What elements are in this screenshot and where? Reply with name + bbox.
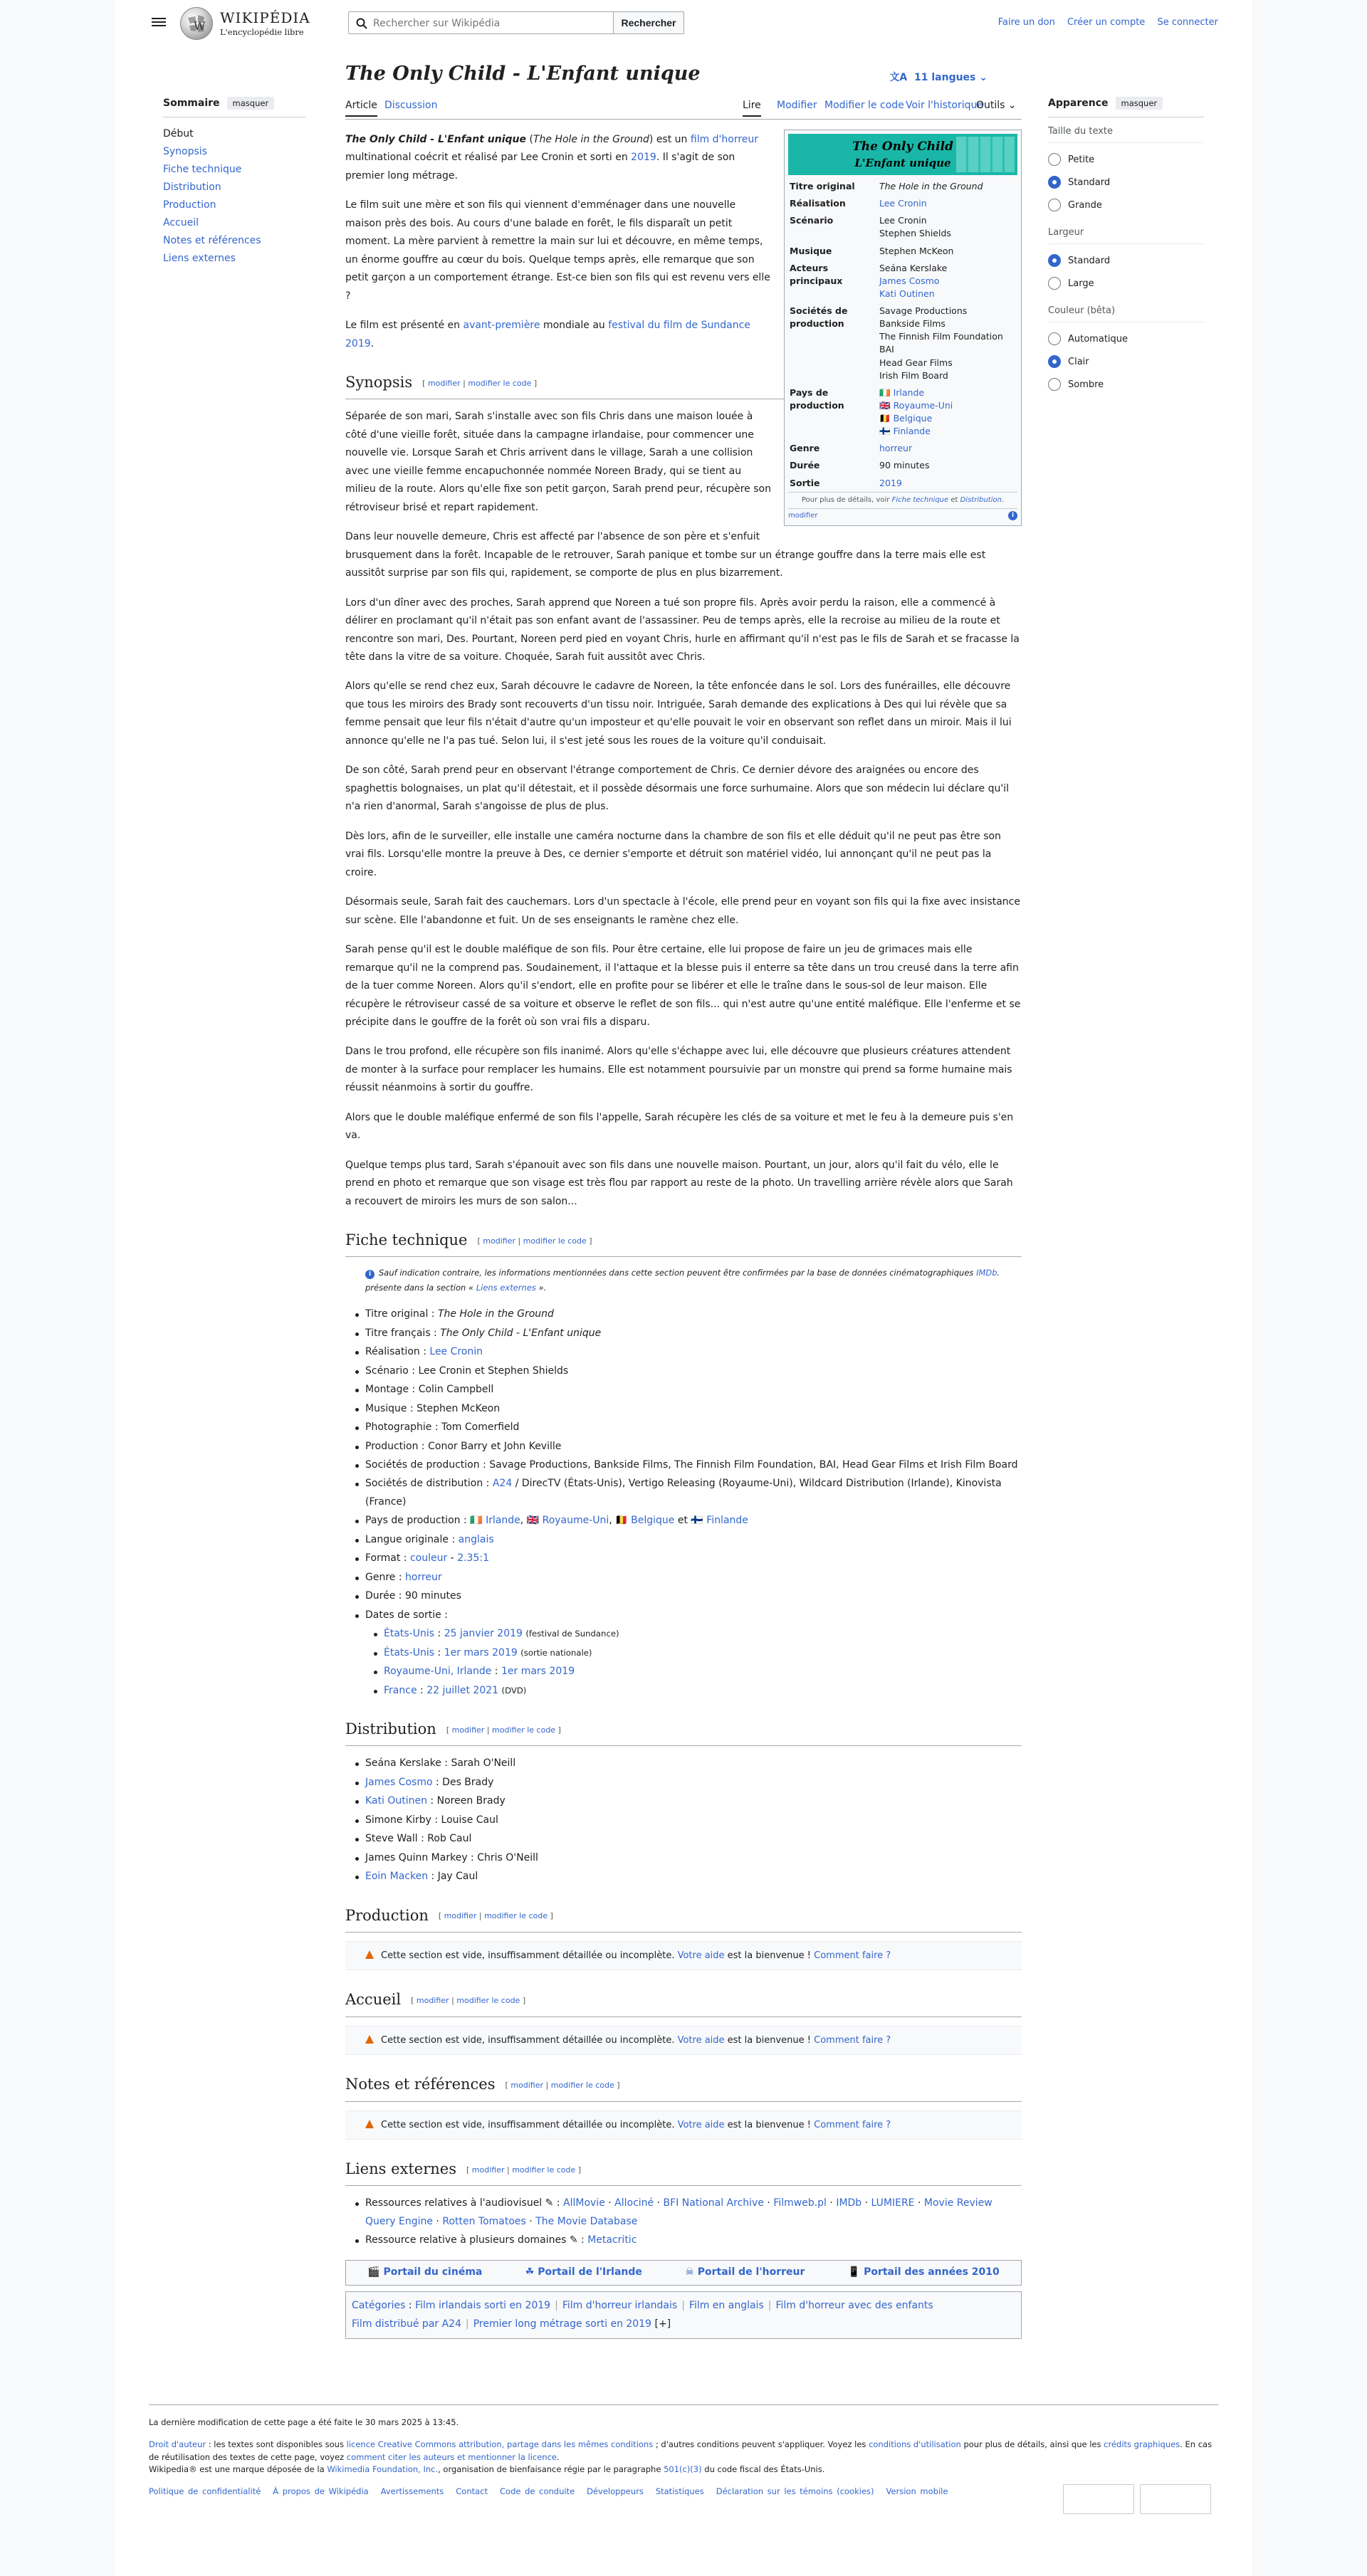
edit-code-section-link[interactable]: modifier le code (550, 2080, 614, 2090)
toc-title: Sommaire (163, 98, 220, 109)
color-link[interactable]: couleur (409, 1552, 448, 1565)
shamrock-icon: ☘ (525, 2266, 535, 2278)
footer-link[interactable]: crédits graphiques (1104, 2439, 1180, 2450)
footer-link[interactable]: licence Creative Commons attribution, partage dans les mêmes conditions (346, 2439, 654, 2450)
search-input[interactable] (373, 16, 608, 31)
synopsis-paragraph: Désormais seule, Sarah fait des cauchemars. Lors d'un spectacle à l'école, elle prend peur en voyant son fils qui la fixe avec insistance sur scène. Elle l'abandonne et fuit. Un de ses enseignants le ramène chez elle. (345, 896, 1020, 926)
section-heading-liens: Liens externes [ modifier | modifier le code ] (345, 2155, 1022, 2186)
traffic-cone-icon (365, 1950, 374, 1959)
list-item: Scénario : Lee Cronin et Stephen Shields (365, 1362, 1022, 1380)
edit-section-link[interactable]: modifier (510, 2080, 544, 2090)
edit-code-section-link[interactable]: modifier le code (523, 1236, 587, 1246)
cast-item: Seána Kerslake : Sarah O'Neill (365, 1755, 1022, 1772)
synopsis-paragraph: Quelque temps plus tard, Sarah s'épanouit avec son fils dans une nouvelle maison. Pourtant, un jour, alors qu'il fait du vélo, elle le prend en photo et remarque que son visage est très flou par rapport au reste de la photo. Un travelling arrière révèle alors que Sarah a recouvert de miroirs les murs de son salon... (345, 1159, 1013, 1207)
list-item: Musique : Stephen McKeon (365, 1400, 1022, 1418)
external-links-list (365, 2194, 1022, 2249)
portal-bar (345, 2260, 1022, 2286)
language-link[interactable]: anglais (458, 1533, 494, 1545)
categories-label[interactable]: Catégories (352, 2299, 406, 2311)
footer-link[interactable]: Développeurs (587, 2486, 644, 2496)
country-link[interactable]: Royaume-Uni, Irlande (384, 1666, 492, 1678)
finland-flag-icon: 🇫🇮 (691, 1515, 703, 1527)
ext-link[interactable]: Metacritic (587, 2234, 637, 2246)
list-item: Langue originale : anglais (365, 1531, 1022, 1549)
edit-section-link[interactable]: modifier (451, 1725, 485, 1735)
wordmark[interactable]: WIKIPÉDIA (220, 9, 310, 26)
uk-flag-icon: 🇬🇧 (526, 1515, 540, 1527)
tab-edit-code[interactable]: Modifier le code (824, 100, 904, 111)
toc-item-synopsis[interactable]: Synopsis (163, 146, 207, 157)
radio-button[interactable] (1048, 254, 1061, 267)
radio-button[interactable] (1048, 355, 1061, 368)
actor-link[interactable]: Eoin Macken (365, 1871, 429, 1883)
list-item: Titre original : The Hole in the Ground (365, 1305, 1022, 1323)
premiere-link[interactable]: avant-première (463, 320, 540, 332)
footer-link[interactable]: À propos de Wikipédia (273, 2486, 369, 2496)
radio-button[interactable] (1048, 176, 1061, 189)
infobox-link[interactable]: Belgique (893, 413, 933, 424)
release-item: France : 22 juillet 2021 (DVD) (384, 1682, 1022, 1700)
stub-notice: Cette section est vide, insuffisamment détaillée ou incomplète. Votre aide est la bienvenue ! Comment faire ? (345, 2110, 1022, 2140)
fiche-list (365, 1305, 1022, 1700)
footer-link[interactable]: 501(c)(3) (664, 2464, 702, 2474)
help-link[interactable]: Votre aide (677, 2119, 725, 2130)
appearance-panel (1048, 97, 1204, 391)
infobox-link[interactable]: Irlande (893, 387, 925, 398)
page-title: The Only Child - L'Enfant unique (345, 63, 701, 85)
svg-text:W: W (194, 19, 206, 33)
tab-discussion[interactable]: Discussion (384, 100, 438, 111)
help-link[interactable]: Votre aide (677, 1950, 725, 1961)
footer-link[interactable]: Droit d'auteur (149, 2439, 206, 2450)
footer-link[interactable]: comment citer les auteurs et mentionner la licence (346, 2451, 557, 2462)
tab-article[interactable]: Article (345, 100, 377, 117)
ext-link[interactable]: Movie Review Query Engine (365, 2197, 992, 2227)
article-content (345, 131, 1022, 2339)
width-label: Largeur (1048, 227, 1204, 244)
actor-link[interactable]: Kati Outinen (365, 1795, 427, 1807)
ext-link[interactable]: Rotten Tomatoes (442, 2215, 526, 2227)
country-link[interactable]: Irlande (486, 1515, 520, 1527)
create-account-link[interactable]: Créer un compte (1067, 17, 1146, 28)
text-size-standard[interactable]: Standard (1048, 176, 1204, 189)
table-of-contents (163, 97, 305, 264)
infobox-link[interactable]: Finlande (893, 426, 931, 437)
infobox-note-link[interactable]: Fiche technique (891, 495, 949, 504)
footer-link[interactable]: Avertissements (380, 2486, 444, 2496)
infobox-link[interactable]: James Cosmo (879, 275, 940, 286)
ext-link[interactable]: AllMovie (563, 2197, 605, 2209)
traffic-cone-icon (365, 2035, 374, 2044)
belgium-flag-icon: 🇧🇪 (879, 413, 891, 424)
infobox-table: Titre original The Hole in the Ground Réalisation Lee Cronin Scénario Lee Cronin Stephen Shields Musique Stephen McKeon Acteurs principaux Seána Kerslake James Cosmo Kati Outinen Sociétés de production Savage Productions Bankside Films The Finnish Film Foundation BAI Head Gear Films Irish Film Board Pays de production 🇮🇪 Irlande 🇬🇧 Royaume-Uni 🇧🇪 Belgique 🇫🇮 Finlande Genre horreur Durée 90 minutes Sortie 2019 (788, 178, 1017, 492)
infobox-note: Pour plus de détails, voir Fiche technique et Distribution. (788, 492, 1017, 509)
edit-code-section-link[interactable]: modifier le code (468, 378, 532, 388)
section-heading-fiche: Fiche technique [ modifier | modifier le code ] (345, 1226, 1022, 1257)
edit-section-link[interactable]: modifier (483, 1236, 515, 1246)
horror-icon: ☠ (685, 2266, 694, 2278)
ireland-flag-icon: 🇮🇪 (879, 387, 891, 398)
list-item: Sociétés de production : Savage Productions, Bankside Films, The Finnish Film Foundation, BAI, Head Gear Films et Irish Film Board (365, 1456, 1022, 1474)
synopsis-paragraph: Dès lors, afin de le surveiller, elle installe une caméra nocturne dans la chambre de son fils et elle déduit qu'il ne peut pas être son vrai fils. Lorsqu'elle montre la preuve à Des, ce dernier s'emporte et détruit son matériel vidéo, lui annonçant qu'il ne peut pas la croire. (345, 830, 1001, 878)
edit-pencil-icon[interactable]: ✎ (569, 2234, 578, 2246)
ratio-link[interactable]: 2.35:1 (457, 1552, 489, 1565)
text-size-label: Taille du texte (1048, 126, 1204, 143)
login-link[interactable]: Se connecter (1157, 17, 1218, 28)
info-icon: i (365, 1270, 375, 1279)
synopsis-paragraph: Dans le trou profond, elle récupère son fils inanimé. Alors qu'elle s'échappe avec lui, elle découvre que plusieurs créatures attendent de monter à la surface pour remplacer les humains. Elle est notamment poursuivie par un monstre qui prend sa forme humaine mais réussit néanmoins à sortir du gouffre. (345, 1046, 1012, 1094)
imdb-note: i Sauf indication contraire, les informations mentionnées dans cette section peuvent être confirmées par la base de données cinématographiques IMDb. présente dans la section « Liens externes ». (365, 1268, 1000, 1293)
horror-film-link[interactable]: film d'horreur (690, 134, 759, 145)
edit-code-section-link[interactable]: modifier le code (456, 1995, 520, 2005)
chevron-down-icon: ⌄ (979, 72, 988, 83)
list-item: Montage : Colin Campbell (365, 1381, 1022, 1399)
genre-link[interactable]: horreur (405, 1571, 442, 1583)
list-item: Format : couleur - 2.35:1 (365, 1550, 1022, 1567)
cast-item: Eoin Macken : Jay Caul (365, 1868, 1022, 1886)
imdb-link[interactable]: IMDb (976, 1268, 997, 1278)
release-item: États-Unis : 1er mars 2019 (sortie nationale) (384, 1644, 1022, 1662)
color-dark[interactable]: Sombre (1048, 378, 1204, 391)
section-heading-synopsis: Synopsis [ modifier | modifier le code ] (345, 369, 1022, 399)
toc-item-start[interactable]: Début (163, 128, 194, 140)
radio-button[interactable] (1048, 277, 1061, 290)
trademark-text: Wikipedia® est une marque déposée de la Wikimedia Foundation, Inc., organisation de bienfaisance régie par le paragraphe 501(c)(3) du code fiscal des États-Unis. (149, 2464, 825, 2474)
synopsis-paragraph: De son côté, Sarah prend peur en observant l'étrange comportement de Chris. Ce dernier dévore des araignées ou encore des spaghettis bolognaises, un plat qu'il détestait, et il possède désormais une force surhumaine. Alors que son médecin lui déclare qu'il n'a rien d'anormal, Sarah s'angoisse de plus de plus. (345, 764, 1009, 813)
search-button[interactable]: Rechercher (613, 11, 684, 34)
footer-link[interactable]: Statistiques (655, 2486, 704, 2496)
list-item: Dates de sortie : (365, 1607, 1022, 1624)
edit-section-link[interactable]: modifier (416, 1995, 449, 2005)
uk-flag-icon: 🇬🇧 (879, 399, 891, 411)
list-item: Ressources relatives à l'audiovisuel ✎ : AllMovie · Allociné · BFI National Archive · Filmweb.pl · IMDb · LUMIERE · Movie Review Query Engine · Rotten Tomatoes · The Movie Database (365, 2194, 1022, 2231)
actor-link[interactable]: James Cosmo (365, 1776, 433, 1788)
date-link[interactable]: 22 juillet 2021 (426, 1684, 499, 1696)
intro-paragraph: Le film suit une mère et son fils qui viennent d'emménager dans une nouvelle maison près des bois. Au cours d'une balade en forêt, le fils disparaît un petit moment. La mère parvient à remettre la main sur lui et découvre, en même temps, un énorme gouffre au cœur du bois. Quelque temps après, elle remarque que son petit garçon a un comportement étrange. Est-ce bien son fils qui est revenu vers elle ? (345, 199, 770, 302)
a24-link[interactable]: A24 (492, 1478, 513, 1490)
edit-code-section-link[interactable]: modifier le code (492, 1725, 556, 1735)
synopsis-paragraph: Alors qu'elle se rend chez eux, Sarah découvre le cadavre de Noreen, la tête enfoncée dans le sol. Lors des funérailles, elle découvre que tous les miroirs des Brady sont recouverts d'un tissu noir. Intriguée, Sarah demande des explications à Des qui lui révèle que sa femme pensait que leur fils n'était d'autre qu'un imposteur et qu'elle pouvait le voir en observant son reflet dans un miroir. Mais il lui annonce qu'elle ne l'a pas tué. Selon lui, il s'est jeté sous les roues de la voiture qu'il conduisait. (345, 680, 1012, 747)
radio-button[interactable] (1048, 199, 1061, 211)
last-modified: La dernière modification de cette page a été faite le 30 mars 2025 à 13:45. (149, 2417, 459, 2427)
translate-icon: 文A (889, 72, 914, 83)
appearance-hide-button[interactable]: masquer (1116, 97, 1163, 110)
intro-paragraph: Le film est présenté en avant-première mondiale au festival du film de Sundance 2019. (345, 320, 750, 349)
text-size-small[interactable]: Petite (1048, 153, 1204, 166)
page-tabs (345, 88, 1022, 120)
ext-link[interactable]: The Movie Database (535, 2215, 638, 2227)
footer-link[interactable]: Code de conduite (500, 2486, 575, 2496)
wikipedia-globe-logo[interactable] (180, 7, 213, 40)
expand-categories-button[interactable]: [+] (654, 2318, 671, 2330)
radio-button[interactable] (1048, 153, 1061, 166)
list-item: Photographie : Tom Comerfield (365, 1419, 1022, 1436)
edit-code-section-link[interactable]: modifier le code (512, 2165, 576, 2175)
infobox-link[interactable]: Kati Outinen (879, 288, 935, 299)
infobox-link[interactable]: Royaume-Uni (893, 399, 953, 411)
puzzle-globe-icon (181, 8, 214, 41)
category-link[interactable]: Premier long métrage sorti en 2019 (473, 2318, 652, 2330)
list-item: Genre : horreur (365, 1569, 1022, 1587)
toc-item-notes[interactable]: Notes et références (163, 235, 261, 246)
edit-pencil-icon[interactable]: ✎ (545, 2197, 554, 2209)
release-item: Royaume-Uni, Irlande : 1er mars 2019 (384, 1663, 1022, 1681)
category-link[interactable]: Film d'horreur irlandais (562, 2299, 678, 2311)
toc-item-fiche[interactable]: Fiche technique (163, 164, 242, 175)
category-link[interactable]: Film distribué par A24 (352, 2318, 461, 2330)
cast-item: James Quinn Markey : Chris O'Neill (365, 1849, 1022, 1867)
color-auto[interactable]: Automatique (1048, 332, 1204, 345)
intro-paragraph: The Only Child - L'Enfant unique (The Hole in the Ground) est un film d'horreur multinational coécrit et réalisé par Lee Cronin et sorti en 2019. Il s'agit de son premier long métrage. (345, 134, 759, 182)
category-link[interactable]: Film en anglais (688, 2299, 764, 2311)
belgium-flag-icon: 🇧🇪 (615, 1515, 628, 1527)
portal-link-ireland[interactable]: ☘ Portail de l'Irlande (525, 2266, 642, 2278)
ext-link[interactable]: IMDb (836, 2197, 862, 2209)
portal-link-horror[interactable]: ☠ Portail de l'horreur (685, 2266, 805, 2278)
portal-link-cinema[interactable]: 🎬 Portail du cinéma (367, 2266, 483, 2278)
tab-read[interactable]: Lire (743, 100, 761, 117)
year-link[interactable]: 2019 (631, 152, 656, 164)
toc-item-distribution[interactable]: Distribution (163, 182, 221, 193)
cast-item: Steve Wall : Rob Caul (365, 1830, 1022, 1848)
toc-hide-button[interactable]: masquer (227, 97, 275, 110)
footer (149, 2404, 1218, 2498)
user-links (989, 17, 1218, 28)
howto-link[interactable]: Comment faire ? (814, 2034, 891, 2046)
toc-item-production[interactable]: Production (163, 199, 216, 211)
cast-item: Kati Outinen : Noreen Brady (365, 1792, 1022, 1810)
country-link[interactable]: Royaume-Uni (542, 1515, 609, 1527)
chevron-down-icon: ⌄ (1007, 100, 1017, 111)
section-heading-production: Production [ modifier | modifier le code ] (345, 1902, 1022, 1933)
country-link[interactable]: Finlande (706, 1515, 748, 1527)
stub-notice: Cette section est vide, insuffisamment détaillée ou incomplète. Votre aide est la bienvenue ! Comment faire ? (345, 2026, 1022, 2056)
search-box[interactable] (348, 11, 614, 34)
edit-section-link[interactable]: modifier (427, 378, 461, 388)
date-link[interactable]: 25 janvier 2019 (444, 1628, 523, 1640)
infobox-note-link[interactable]: Distribution (960, 495, 1002, 504)
ext-link[interactable]: Allociné (614, 2197, 654, 2209)
footer-link[interactable]: Version mobile (886, 2486, 948, 2496)
help-link[interactable]: Votre aide (677, 2034, 725, 2046)
color-label: Couleur (bêta) (1048, 305, 1204, 322)
infobox-link[interactable]: 2019 (879, 477, 902, 488)
footer-link[interactable]: Politique de confidentialité (149, 2486, 261, 2496)
section-heading-distribution: Distribution [ modifier | modifier le code ] (345, 1715, 1022, 1746)
infobox-link[interactable]: horreur (879, 443, 913, 454)
toc-item-accueil[interactable]: Accueil (163, 217, 199, 228)
wikimedia-badge[interactable] (1063, 2484, 1134, 2514)
external-links-link[interactable]: Liens externes (476, 1283, 536, 1293)
section-heading-accueil: Accueil [ modifier | modifier le code ] (345, 1986, 1022, 2017)
ireland-flag-icon: 🇮🇪 (470, 1515, 483, 1527)
width-large[interactable]: Large (1048, 277, 1204, 290)
toc-item-liens[interactable]: Liens externes (163, 253, 236, 264)
list-item: Durée : 90 minutes (365, 1587, 1022, 1605)
howto-link[interactable]: Comment faire ? (814, 1950, 891, 1961)
howto-link[interactable]: Comment faire ? (814, 2119, 891, 2130)
list-item: Titre français : The Only Child - L'Enfant unique (365, 1325, 1022, 1342)
section-heading-notes: Notes et références [ modifier | modifier le code ] (345, 2071, 1022, 2101)
color-light[interactable]: Clair (1048, 355, 1204, 368)
finland-flag-icon: 🇫🇮 (879, 426, 891, 437)
category-link[interactable]: Film d'horreur avec des enfants (775, 2299, 933, 2311)
date-link[interactable]: 1er mars 2019 (444, 1646, 518, 1658)
category-link[interactable]: Film irlandais sorti en 2019 (415, 2299, 551, 2311)
infobox-edit-link[interactable]: modifier (788, 512, 818, 520)
phone-icon: 📱 (847, 2266, 861, 2278)
text-size-large[interactable]: Grande (1048, 199, 1204, 211)
synopsis-paragraph: Dans leur nouvelle demeure, Chris est affecté par l'absence de son père et s'enfuit brusquement dans la forêt. Incapable de le retrouver, Sarah panique et tombe sur un étrange gouffre dans la terre mais elle est aussitôt surprise par son fils qui, rapidement, se comporte de plus en plus bizarrement. (345, 531, 986, 579)
width-standard[interactable]: Standard (1048, 254, 1204, 267)
edit-section-link[interactable]: modifier (471, 2165, 505, 2175)
tagline: L'encyclopédie libre (220, 27, 304, 37)
synopsis-paragraph: Alors que le double maléfique enfermé de son fils l'appelle, Sarah récupère les clés de sa voiture et met le feu à la demeure puis s'en va. (345, 1111, 1014, 1142)
page (115, 0, 1252, 2576)
synopsis-paragraph: Lors d'un dîner avec des proches, Sarah apprend que Noreen a tué son propre fils. Après avoir perdu la raison, elle a commencé à délirer en proclamant qu'il n'était pas son enfant avant de l'assassiner. Peu de temps après, elle la recroise au milieu de la route et rencontre son mari, Des. Pourtant, Noreen perd pied en voyant Chris, hurle en affirmant qu'il n'est pas le fils de Sarah et se fracasse la tête dans la vitre de sa voiture. Choquée, Sarah fuit aussitôt avec Chris. (345, 596, 1020, 663)
list-item: Ressource relative à plusieurs domaines ✎ : Metacritic (365, 2231, 1022, 2249)
stub-notice: Cette section est vide, insuffisamment détaillée ou incomplète. Votre aide est la bienvenue ! Comment faire ? (345, 1941, 1022, 1971)
cast-item: James Cosmo : Des Brady (365, 1774, 1022, 1792)
license-text: Droit d'auteur : les textes sont disponibles sous licence Creative Commons attribution, partage dans les mêmes conditions ; d'autres conditions peuvent s'appliquer. Voyez les conditions d'utilisation pour plus de détails, ainsi que les crédits graphiques. En cas de réutilisation des textes de cette page, voyez comment citer les auteurs et mentionner la licence. (149, 2439, 1213, 2462)
infobox-header: The Only Child L'Enfant unique (788, 134, 1017, 175)
donate-link[interactable]: Faire un don (997, 17, 1055, 28)
ext-link[interactable]: Filmweb.pl (773, 2197, 827, 2209)
radio-button[interactable] (1048, 378, 1061, 391)
list-item: Sociétés de distribution : A24 / DirecTV (États-Unis), Vertigo Releasing (Royaume-Uni), Wildcard Distribution (Irlande), Kinovista (France) (365, 1475, 1022, 1511)
ext-link[interactable]: LUMIERE (871, 2197, 915, 2209)
search-icon (356, 18, 367, 29)
release-item: États-Unis : 25 janvier 2019 (festival de Sundance) (384, 1625, 1022, 1643)
list-item: Production : Conor Barry et John Keville (365, 1438, 1022, 1456)
traffic-cone-icon (365, 2120, 374, 2128)
synopsis-paragraph: Sarah pense qu'il est le double maléfique de son fils. Pour être certaine, elle lui propose de faire un jeu de grimaces mais elle remarque qu'il ne la comprend pas. Soudainement, il l'attaque et la blesse puis il enterre sa tête dans un trou creusé dans la terre afin de la tuer comme Noreen. Alors qu'il s'endort, elle en profite pour se libérer et elle le traîne dans le sous-sol de leur maison. Elle récupère le rétroviseur cassé de sa voiture et observe le reflet de son fils... qui n'est autre qu'une entité maléfique. Elle l'enferme et se précipite dans le gouffre de la forêt où son vrai fils a disparu. (345, 944, 1021, 1028)
footer-links (149, 2486, 1218, 2498)
date-link[interactable]: 1er mars 2019 (501, 1666, 575, 1678)
edit-section-link[interactable]: modifier (444, 1911, 477, 1921)
list-item: Pays de production : 🇮🇪 Irlande, 🇬🇧 Royaume-Uni, 🇧🇪 Belgique et 🇫🇮 Finlande (365, 1512, 1022, 1530)
list-item: Réalisation : Lee Cronin (365, 1343, 1022, 1361)
language-button[interactable]: 文A 11 langues ⌄ (889, 72, 988, 83)
main-menu-icon[interactable] (152, 16, 166, 28)
tab-history[interactable]: Voir l'historique (906, 100, 984, 111)
footer-link[interactable]: conditions d'utilisation (869, 2439, 961, 2450)
edit-code-section-link[interactable]: modifier le code (484, 1911, 548, 1921)
country-link[interactable]: France (384, 1684, 417, 1696)
ext-link[interactable]: BFI National Archive (663, 2197, 764, 2209)
tools-menu[interactable]: Outils ⌄ (976, 100, 1017, 111)
infobox (784, 130, 1022, 526)
cast-list (365, 1755, 1022, 1886)
cast-item: Simone Kirby : Louise Caul (365, 1812, 1022, 1829)
country-link[interactable]: Belgique (631, 1515, 675, 1527)
country-link[interactable]: États-Unis (384, 1646, 435, 1658)
footer-link[interactable]: Contact (456, 2486, 488, 2496)
portal-link-2010s[interactable]: 📱 Portail des années 2010 (847, 2266, 1000, 2278)
country-link[interactable]: États-Unis (384, 1628, 435, 1640)
sundance-link[interactable]: festival du film de Sundance 2019 (345, 320, 750, 349)
mediawiki-badge[interactable] (1140, 2484, 1211, 2514)
synopsis-paragraph: Séparée de son mari, Sarah s'installe avec son fils Chris dans une maison louée à côté d'une vieille forêt, située dans la campagne irlandaise, pour commencer une nouvelle vie. Lorsque Sarah et Chris arrivent dans le village, Sarah a une collision avec une vieille femme encapuchonnée nommée Noreen Brady, qui se tient au milieu de la route. Alors qu'elle fixe son petit garçon, Sarah prend peur, récupère son rétroviseur brisé et repart rapidement. (345, 411, 771, 513)
categories-box: Catégories : Film irlandais sorti en 2019 | Film d'horreur irlandais | Film en anglais | Film d'horreur avec des enfants Film distribué par A24 | Premier long métrage sorti en 2019 [+] (345, 2291, 1022, 2339)
footer-link[interactable]: Déclaration sur les témoins (cookies) (716, 2486, 874, 2496)
film-camera-icon: 🎬 (367, 2266, 380, 2278)
radio-button[interactable] (1048, 332, 1061, 345)
director-link[interactable]: Lee Cronin (429, 1346, 483, 1358)
infobox-link[interactable]: Lee Cronin (879, 198, 927, 209)
tab-edit[interactable]: Modifier (777, 100, 817, 111)
appearance-title: Apparence (1048, 98, 1109, 109)
info-icon[interactable]: i (1008, 511, 1017, 520)
footer-link[interactable]: Wikimedia Foundation, Inc. (327, 2464, 439, 2474)
